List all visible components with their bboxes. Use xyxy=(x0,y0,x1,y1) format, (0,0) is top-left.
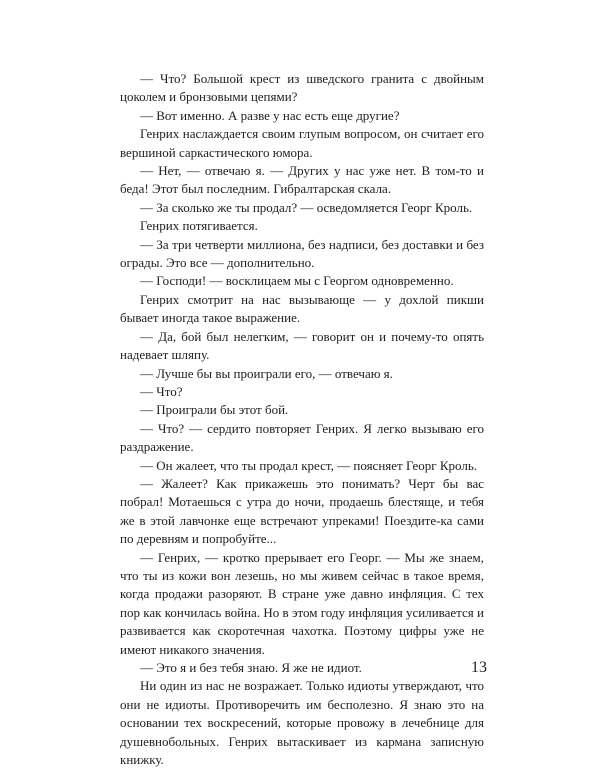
paragraph: — Это я и без тебя знаю. Я же не идиот. xyxy=(140,660,362,675)
paragraph: Ни один из нас не возражает. Только идиоты утверждают, что они не идиоты. Противоречить им бесполезно. Я знаю это на основании тех воскресений, которые провожу в лечебнице для душевнобольных. Генрих вытаскивает из кармана записную книжку. xyxy=(120,678,484,768)
paragraph: — Что? — сердито повторяет Генрих. Я легко вызываю его раздражение. xyxy=(120,420,484,455)
paragraph: — Проиграли бы этот бой. xyxy=(140,402,289,418)
paragraph: — За сколько же ты продал? — осведомляется Георг Кроль. xyxy=(140,199,473,215)
paragraph: — Что? xyxy=(140,383,183,399)
paragraph: Генрих смотрит на нас вызывающе — у дохлой пикши бывает иногда такое выражение. xyxy=(120,291,484,326)
paragraph: — За три четверти миллиона, без надписи, без доставки и без ограды. Это все — дополнительно. xyxy=(120,236,484,271)
paragraph: — Нет, — отвечаю я. — Других у нас уже нет. В том-то и беда! Этот был последним. Гибралтарская скала. xyxy=(120,163,484,197)
paragraph: — Жалеет? Как прикажешь это понимать? Черт бы вас побрал! Мотаешься с утра до ночи, продаешь блестяще, и тебя же в этой лавчонке еще встречают упреками! Поездите-ка сами по деревням и попробуйте... xyxy=(120,475,484,547)
body-text xyxy=(120,70,484,769)
page-number: 13 xyxy=(471,659,487,676)
paragraph: — Генрих, — кротко прерывает его Георг. — Мы же знаем, что ты из кожи вон лезешь, но мы живем сейчас в такое время, когда продажи разоряют. В стране уже давно инфляция. С тех пор как кончилась война. Но в этом году инфляция усиливается и развивается как скоротечная чахотка. Поэтому цифры уже не имеют никакого значения. xyxy=(120,549,484,657)
paragraph: — Он жалеет, что ты продал крест, — поясняет Георг Кроль. xyxy=(140,457,477,473)
paragraph: — Да, бой был нелегким, — говорит он и почему-то опять надевает шляпу. xyxy=(120,328,484,363)
paragraph: — Что? Большой крест из шведского гранита с двойным цоколем и бронзовыми цепями? xyxy=(120,71,484,105)
paragraph: Генрих потягивается. xyxy=(140,218,258,234)
paragraph: — Лучше бы вы проиграли его, — отвечаю я. xyxy=(140,365,393,381)
paragraph: — Вот именно. А разве у нас есть еще другие? xyxy=(140,107,400,123)
paragraph: Генрих наслаждается своим глупым вопросом, он считает его вершиной саркастического юмора. xyxy=(120,126,484,160)
paragraph: — Господи! — восклицаем мы с Георгом одновременно. xyxy=(140,273,454,289)
